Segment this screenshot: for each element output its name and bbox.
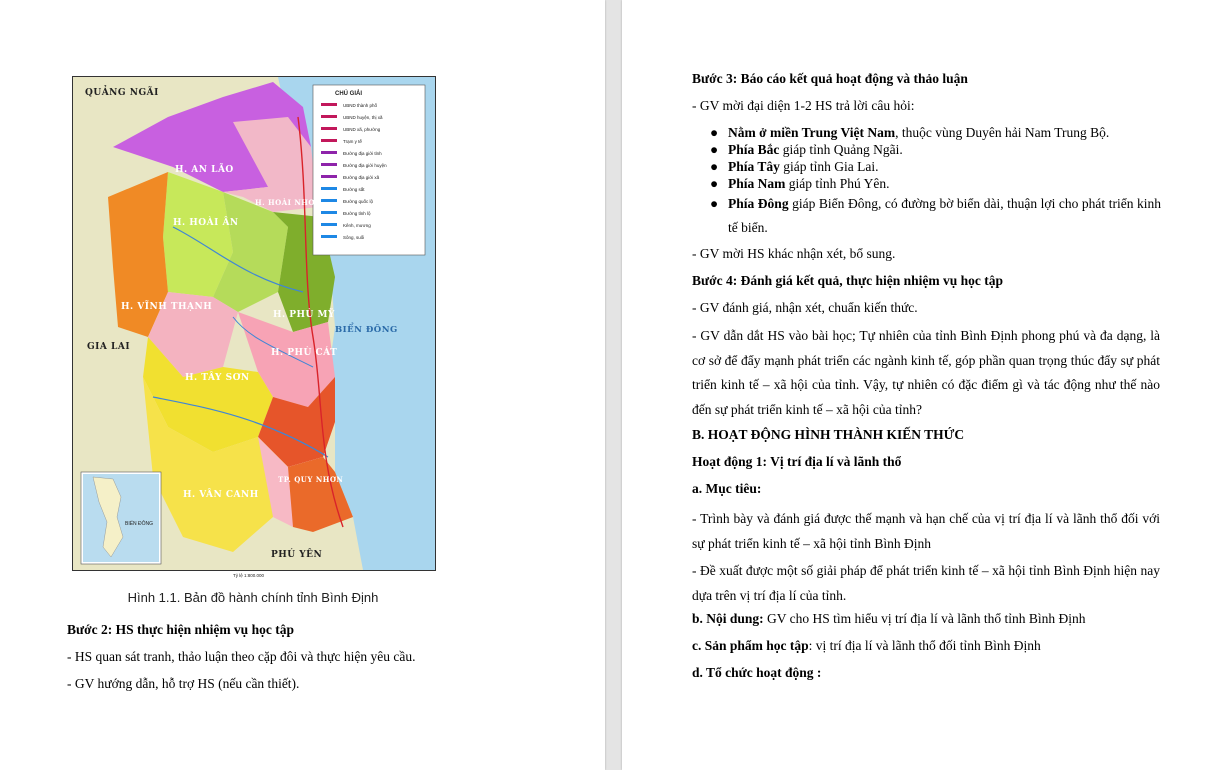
legend-symbol: [321, 199, 337, 202]
legend-symbol: [321, 211, 337, 214]
legend-item-label: UBND thành phố: [343, 103, 378, 108]
step3-title: Bước 3: Báo cáo kết quả hoạt động và thảo luận: [692, 71, 968, 86]
legend-item-label: Đường địa giới xã: [343, 175, 380, 180]
legend-title: CHÚ GIẢI: [335, 91, 362, 97]
legend-item-label: UBND xã, phường: [343, 127, 381, 132]
legend-symbol: [321, 163, 337, 166]
district-hoai-an: H. HOÀI ÂN: [173, 218, 239, 228]
label-quang-ngai: QUẢNG NGÃI: [85, 88, 159, 98]
step4-title: Bước 4: Đánh giá kết quả, thực hiện nhiệm vụ học tập: [692, 273, 1003, 288]
legend-item-label: Đường địa giới huyện: [343, 163, 387, 168]
objective-heading: a. Mục tiêu:: [692, 481, 762, 496]
activity1-heading: Hoạt động 1: Vị trí địa lí và lãnh thổ: [692, 454, 902, 469]
district-phu-cat: H. PHÙ CÁT: [271, 348, 338, 358]
province-map: [72, 76, 436, 578]
legend-item-label: Trạm y tế: [343, 139, 362, 144]
province-map-graphic: [73, 77, 435, 578]
legend-symbol: [321, 151, 337, 154]
page-gap: [605, 0, 622, 770]
objective-para2: - Đề xuất được một số giải pháp để phát triển kinh tế – xã hội tỉnh Bình Định hiện nay dựa trên vị trí địa lí của tỉnh.: [692, 563, 1160, 603]
legend-symbol: [321, 187, 337, 190]
inset-sea-label: BIỂN ĐÔNG: [125, 521, 154, 527]
list-item: ● Nằm ở miền Trung Việt Nam, thuộc vùng Duyên hải Nam Trung Bộ.: [710, 125, 1110, 140]
label-bien-dong: BIỂN ĐÔNG: [335, 325, 398, 335]
product-line: c. Sản phẩm học tập: vị trí địa lí và lãnh thổ đối tỉnh Bình Định: [692, 638, 1041, 653]
legend-symbol: [321, 103, 337, 106]
legend-item-label: Đường quốc lộ: [343, 199, 373, 204]
district-van-canh: H. VÂN CANH: [183, 490, 259, 500]
legend-symbol: [321, 223, 337, 226]
legend-symbol: [321, 175, 337, 178]
section-b-heading: B. HOẠT ĐỘNG HÌNH THÀNH KIẾN THỨC: [692, 427, 965, 442]
step2-line1: - HS quan sát tranh, thảo luận theo cặp đôi và thực hiện yêu cầu.: [67, 649, 416, 664]
legend-symbol: [321, 127, 337, 130]
legend-item-label: UBND huyện, thị xã: [343, 115, 383, 120]
legend-item-label: Đường sắt: [343, 187, 365, 192]
district-quy-nhon: TP. QUY NHƠN: [278, 475, 344, 484]
objective-para1: - Trình bày và đánh giá được thế mạnh và hạn chế của vị trí địa lí và lãnh thổ đối với sự phát triển kinh tế – xã hội tỉnh Bình Định: [692, 511, 1160, 551]
list-item: ● Phía Nam giáp tỉnh Phú Yên.: [710, 176, 890, 191]
step2-line2: - GV hướng dẫn, hỗ trợ HS (nếu cần thiết).: [67, 676, 300, 691]
content-line: b. Nội dung: GV cho HS tìm hiểu vị trí địa lí và lãnh thổ tỉnh Bình Định: [692, 611, 1086, 626]
district-hoai-nhon: H. HOÀI NHƠN: [255, 198, 322, 207]
location-facts-list: [706, 124, 1161, 240]
list-item: ● Phía Đông giáp Biển Đông, có đường bờ biển dài, thuận lợi cho phát triển kinh tế biển.: [710, 196, 1162, 235]
organization-heading: d. Tổ chức hoạt động :: [692, 665, 822, 680]
document-page-left: [0, 0, 605, 770]
step3-after: - GV mời HS khác nhận xét, bổ sung.: [692, 246, 896, 261]
figure-caption: Hình 1.1. Bản đồ hành chính tỉnh Bình Định: [127, 590, 379, 605]
label-gia-lai: GIA LAI: [87, 342, 131, 352]
legend-item-label: Đường địa giới tỉnh: [343, 151, 382, 156]
label-phu-yen: PHÚ YÊN: [271, 550, 323, 560]
step3-intro: - GV mời đại diện 1-2 HS trả lời câu hỏi:: [692, 98, 915, 113]
legend-item-label: Sông, suối: [343, 235, 365, 240]
legend-symbol: [321, 115, 337, 118]
list-item: ● Phía Bắc giáp tỉnh Quảng Ngãi.: [710, 142, 903, 157]
district-vinh-thanh: H. VĨNH THẠNH: [121, 302, 213, 312]
legend-item-label: Kênh, mương: [343, 223, 371, 228]
step2-title: Bước 2: HS thực hiện nhiệm vụ học tập: [67, 622, 294, 637]
list-item: ● Phía Tây giáp tỉnh Gia Lai.: [710, 159, 879, 174]
legend-item-label: Đường tỉnh lộ: [343, 211, 371, 216]
step4-line1: - GV đánh giá, nhận xét, chuẩn kiến thức.: [692, 300, 918, 315]
legend-symbol: [321, 139, 337, 142]
legend-symbol: [321, 235, 337, 238]
step4-paragraph: - GV dẫn dắt HS vào bài học; Tự nhiên của tỉnh Bình Định phong phú và đa dạng, là cơ sở để đẩy mạnh phát triển các ngành kinh tế, góp phần quan trọng thúc đẩy sự phát triển kinh tế – xã hội của tỉnh. Vậy, tự nhiên có đặc điểm gì và tác động như thế nào đến sự phát triển kinh tế – xã hội của tỉnh?: [692, 328, 1160, 417]
district-phu-my: H. PHÙ MỸ: [273, 310, 335, 320]
map-scale: Tỷ lệ 1:800.000: [233, 573, 265, 578]
district-tay-son: H. TÂY SƠN: [185, 373, 250, 383]
district-an-lao: H. AN LÃO: [175, 165, 234, 175]
